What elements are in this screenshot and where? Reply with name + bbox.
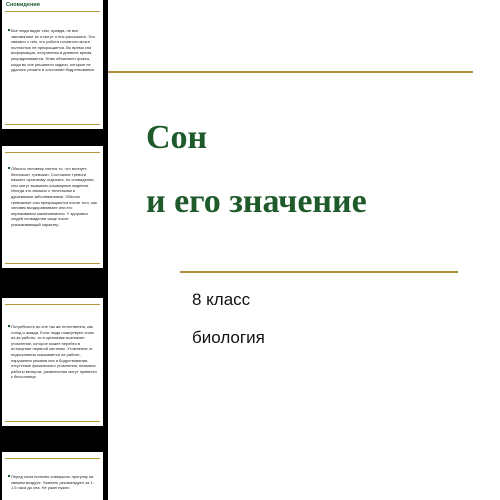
thumbnail-text: Перед сном полезно совершить прогулку на свежем воздухе. Ужинать рекомендуют за 1-1,5 часа до сна. Не ужин нужно — [11, 474, 95, 491]
bullet-icon — [8, 325, 10, 327]
slide-top-rule — [108, 71, 473, 73]
slide-title-line-1: Сон — [146, 119, 208, 156]
bullet-icon — [8, 29, 10, 31]
slide-title-line-2: и его значение — [146, 183, 367, 220]
slide-thumbnail-3[interactable] — [2, 298, 103, 426]
bullet-icon — [8, 475, 10, 477]
bullet-icon — [8, 167, 10, 169]
thumbnail-text: Обычно человеку снится то, что волнует, беспокоит, тревожит. Состояние тревоги мешает организму отдыхать, но сновидения, сны могут вызывать кошмарные видения. Иногда это связано с телесными и душевными заболеваниями. Обычно тревожные сны прекращаются после того, как человек выздоравливает или его переживания заканчиваются. У здоровых людей сновидения чаще носят успокаивающий характер. — [11, 166, 97, 227]
thumbnail-divider — [5, 458, 100, 459]
thumbnail-divider — [5, 124, 100, 125]
slide-middle-rule — [180, 271, 458, 273]
thumbnail-text: Потребность во сне так же естественна, как голод и жажда. Если люди пожертвуют сном из-за работы, то в организме возникает утомление, которое может перейти в истощение нервной системы. Утомление от недосыпания сказывается на работе, нарушения режима сна и бодрствования, отсутствие физического утомления, нехватка работы вечером, развлечения могут привести к бессоннице. — [11, 324, 97, 380]
slide-thumbnail-panel — [0, 0, 107, 500]
thumbnail-divider — [5, 263, 100, 264]
slide-thumbnail-2[interactable] — [2, 146, 103, 268]
thumbnail-title: Сновидения — [6, 2, 40, 8]
slide-thumbnail-1[interactable] — [2, 0, 103, 129]
slide-subtitle-subject: биология — [192, 328, 265, 347]
thumbnail-divider — [5, 421, 100, 422]
main-slide — [108, 0, 500, 500]
thumbnail-divider — [5, 304, 100, 305]
thumbnail-divider — [5, 11, 100, 12]
thumbnail-text-block — [8, 324, 97, 380]
thumbnail-text: Все люди видят сны, правда, не все запоминают их и могут о них рассказать. Это связано с тем, что работа головного мозга полностью не прекращается. Во время сна информация, полученная в дневное время, упорядочивается. Этим объясняют факты, когда во сне решаются задачи, которые не удалось решить в состоянии бодрствования. — [11, 28, 96, 73]
thumbnail-text-block — [8, 474, 97, 491]
slide-subtitle-grade: 8 класс — [192, 290, 251, 309]
slide-thumbnail-4[interactable] — [2, 452, 103, 500]
thumbnail-divider — [5, 152, 100, 153]
thumbnail-text-block — [8, 166, 97, 228]
thumbnail-text-block — [8, 28, 97, 73]
